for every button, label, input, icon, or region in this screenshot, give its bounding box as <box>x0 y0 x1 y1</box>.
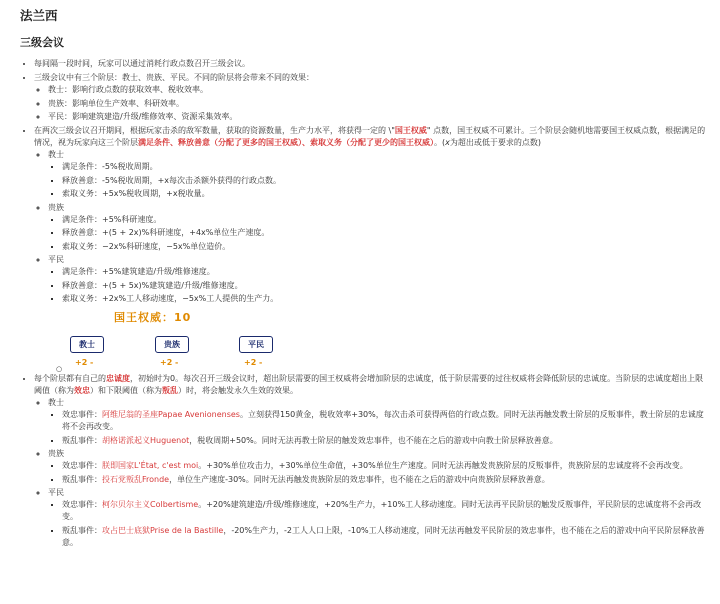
event-item: ▪ 效忠事件：阿维尼翁的圣座Papae Avenionenses。立刻获得150黄金，税收效率+30%，每次击杀可获得两倍的行政点数。同时无法再触发教士阶层的反叛事件，教士阶层的忠诚度将不会再改变。 <box>62 409 708 433</box>
list-item: ◦ 贵族：影响单位生产效率、科研效率。 <box>48 98 708 110</box>
event-item: ▪ 效忠事件：朕即国家L'État, c'est moi。+30%单位攻击力，+30%单位生命值，+30%单位生产速度。同时无法再触发贵族阶层的反叛事件，贵族阶层的忠诚度将不会再改变。 <box>62 460 708 472</box>
event-name: 胡格诺派起义Huguenot <box>102 435 190 445</box>
list-item: • 在两次三级会议召开期间，根据玩家击杀的敌军数量，获取的资源数量，生产力水平，将获得一定的 \"国王权威" 点数，国王权威不可累计。三个阶层会随机地需要国王权威点数，根据满足的情况，视为玩家向这三个阶层满足条件、释放善意（分配了更多的国王权威）、索取义务（分配了更少的国王权威）。(x为超出或低于要求的点数) ◦ 教士 ▪ 满足条件：-5%税收周期。 ▪ 释放善意：-5%税收周期，+x每次击杀额外获得的行政点数。 ▪ 索取义务：+5x%税收周期，+x税收量。 ◦ 贵族 ▪ 满足条件：+5%科研速度。 ▪ 释放善意：+(5 + 2x)%科研速度，+4x%单位生产速度。 ▪ 索取义务：−2x%科研速度，−5x%单位造价。 ◦ 平民 ▪ 满足条件：+5%建筑建造/升级/维修速度。 ▪ 释放善意：+(5 + 5x)%建筑建造/升级/维修速度。 ▪ 索取义务：+2x%工人移动速度，−5x%工人提供的生产力。 国王权威：10 教士 贵族 平民 +2 - +2 - +2 - ○ <box>34 125 708 371</box>
estate-item: ◦ 平民 ▪ 效忠事件：柯尔贝尔主义Colbertisme。+20%建筑建造/升级/维修速度，+20%生产力，+10%工人移动速度。同时无法再平民阶层的触发反叛事件，平民阶层的忠诚度将不会再改变。 ▪ 叛乱事件：攻占巴士底狱Prise de la Bastille，-20%生产力，-2工人人口上限，-10%工人移动速度，同时无法再触发平民阶层的效忠事件，也不能在之后的游戏中向平民阶层释放善意。 <box>48 487 708 549</box>
list-item: • 每个阶层都有自己的忠诚度，初始时为0。每次召开三级会议时，超出阶层需要的国王权威将会增加阶层的忠诚度，低于阶层需要的过往权威将会降低阶层的忠诚度。当阶层的忠诚度超出上限阈值（称为效忠）和下限阈值（称为叛乱）时，将会触发永久生效的效果。 ◦ 教士 ▪ 效忠事件：阿维尼翁的圣座Papae Avenionenses。立刻获得150黄金，税收效率+30%，每次击杀可获得两倍的行政点数。同时无法再触发教士阶层的反叛事件，教士阶层的忠诚度将不会再改变。 ▪ 叛乱事件：胡格诺派起义Huguenot，税收周期+50%。同时无法再教士阶层的触发效忠事件，也不能在之后的游戏中向教士阶层释放善意。 ◦ 贵族 ▪ 效忠事件：朕即国家L'État, c'est moi。+30%单位攻击力，+30%单位生命值，+30%单位生产速度。同时无法再触发贵族阶层的反叛事件，贵族阶层的忠诚度将不会再改变。 ▪ 叛乱事件：投石党叛乱Fronde，单位生产速度-30%。同时无法再触发贵族阶层的效忠事件，也不能在之后的游戏中向贵族阶层释放善意。 ◦ 平民 ▪ 效忠事件：柯尔贝尔主义Colbertisme。+20%建筑建造/升级/维修速度，+20%生产力，+10%工人移动速度。同时无法再平民阶层的触发反叛事件，平民阶层的忠诚度将不会再改变。 ▪ 叛乱事件：攻占巴士底狱Prise de la Bastille，-20%生产力，-2工人人口上限，-10%工人移动速度，同时无法再触发平民阶层的效忠事件，也不能在之后的游戏中向平民阶层释放善意。 <box>34 373 708 549</box>
page-title: 法兰西 <box>20 8 58 23</box>
list-item: ◦ 平民：影响建筑建造/升级/维修效率、资源采集效率。 <box>48 111 708 123</box>
sketch-plus-minus: +2 - <box>160 358 179 367</box>
list-item: ◦ 教士：影响行政点数的获取效率、税收效率。 <box>48 84 708 96</box>
list-item: ▪ 满足条件：+5%建筑建造/升级/维修速度。 <box>62 266 708 278</box>
highlight-text: 效忠 <box>74 386 90 395</box>
list-item: ▪ 释放善意：-5%税收周期，+x每次击杀额外获得的行政点数。 <box>62 175 708 187</box>
event-item: ▪ 效忠事件：柯尔贝尔主义Colbertisme。+20%建筑建造/升级/维修速度，+20%生产力，+10%工人移动速度。同时无法再平民阶层的触发反叛事件，平民阶层的忠诚度将不会再改变。 <box>62 499 708 523</box>
sketch-title: 国王权威：10 <box>114 311 192 324</box>
estate-item: ◦ 贵族 ▪ 满足条件：+5%科研速度。 ▪ 释放善意：+(5 + 2x)%科研速度，+4x%单位生产速度。 ▪ 索取义务：−2x%科研速度，−5x%单位造价。 <box>48 202 708 253</box>
estate-item: ◦ 贵族 ▪ 效忠事件：朕即国家L'État, c'est moi。+30%单位攻击力，+30%单位生命值，+30%单位生产速度。同时无法再触发贵族阶层的反叛事件，贵族阶层的忠诚度将不会再改变。 ▪ 叛乱事件：投石党叛乱Fronde，单位生产速度-30%。同时无法再触发贵族阶层的效忠事件，也不能在之后的游戏中向贵族阶层释放善意。 <box>48 448 708 486</box>
sketch-box-commoners: 平民 <box>239 336 273 353</box>
event-name: 柯尔贝尔主义Colbertisme <box>102 500 199 509</box>
event-item: ▪ 叛乱事件：胡格诺派起义Huguenot，税收周期+50%。同时无法再教士阶层的触发效忠事件，也不能在之后的游戏中向教士阶层释放善意。 <box>62 435 708 447</box>
sketch-plus-minus: +2 - <box>75 358 94 367</box>
event-name: 攻占巴士底狱Prise de la Bastille <box>102 525 224 535</box>
highlight-text: 国王权威 <box>394 126 427 135</box>
event-name: 投石党叛乱Fronde <box>102 474 170 484</box>
sketch-box-clergy: 教士 <box>70 336 104 353</box>
highlight-text: 叛乱 <box>162 386 178 395</box>
highlight-text: 忠诚度 <box>106 374 130 383</box>
list-item: ▪ 索取义务：+2x%工人移动速度，−5x%工人提供的生产力。 <box>62 293 708 305</box>
event-item: ▪ 叛乱事件：投石党叛乱Fronde，单位生产速度-30%。同时无法再触发贵族阶层的效忠事件，也不能在之后的游戏中向贵族阶层释放善意。 <box>62 474 708 486</box>
estate-item: ◦ 平民 ▪ 满足条件：+5%建筑建造/升级/维修速度。 ▪ 释放善意：+(5 + 5x)%建筑建造/升级/维修速度。 ▪ 索取义务：+2x%工人移动速度，−5x%工人提供的生产力。 <box>48 254 708 305</box>
estate-item: ◦ 教士 ▪ 效忠事件：阿维尼翁的圣座Papae Avenionenses。立刻获得150黄金，税收效率+30%，每次击杀可获得两倍的行政点数。同时无法再触发教士阶层的反叛事件，教士阶层的忠诚度将不会再改变。 ▪ 叛乱事件：胡格诺派起义Huguenot，税收周期+50%。同时无法再教士阶层的触发效忠事件，也不能在之后的游戏中向教士阶层释放善意。 <box>48 397 708 447</box>
event-name: 阿维尼翁的圣座Papae Avenionenses <box>102 410 240 419</box>
list-item: ▪ 索取义务：+5x%税收周期，+x税收量。 <box>62 188 708 200</box>
sketch-box-nobility: 贵族 <box>155 336 189 353</box>
event-name: 朕即国家L'État, c'est moi <box>102 461 199 470</box>
list-item: ▪ 索取义务：−2x%科研速度，−5x%单位造价。 <box>62 241 708 253</box>
event-item: ▪ 叛乱事件：攻占巴士底狱Prise de la Bastille，-20%生产力，-2工人人口上限，-10%工人移动速度，同时无法再触发平民阶层的效忠事件，也不能在之后的游戏中向平民阶层释放善意。 <box>62 525 708 549</box>
sketch-plus-minus: +2 - <box>244 358 263 367</box>
list-item: ▪ 满足条件：-5%税收周期。 <box>62 161 708 173</box>
section-title: 三级会议 <box>20 36 64 49</box>
list-item: • 三级会议中有三个阶层：教士、贵族、平民。不同的阶层将会带来不同的效果： ◦ 教士：影响行政点数的获取效率、税收效率。 ◦ 贵族：影响单位生产效率、科研效率。 ◦ 平民：影响建筑建造/升级/维修效率、资源采集效率。 <box>34 72 708 123</box>
handwritten-sketch <box>34 309 708 371</box>
list-item: • 每间隔一段时间，玩家可以通过消耗行政点数召开三级会议。 <box>34 58 708 70</box>
list-item: ▪ 满足条件：+5%科研速度。 <box>62 214 708 226</box>
empty-bullet: ○ <box>56 365 63 373</box>
estate-item: ◦ 教士 ▪ 满足条件：-5%税收周期。 ▪ 释放善意：-5%税收周期，+x每次击杀额外获得的行政点数。 ▪ 索取义务：+5x%税收周期，+x税收量。 <box>48 149 708 200</box>
list-item: ▪ 释放善意：+(5 + 2x)%科研速度，+4x%单位生产速度。 <box>62 227 708 239</box>
list-item: ▪ 释放善意：+(5 + 5x)%建筑建造/升级/维修速度。 <box>62 280 708 292</box>
main-list <box>20 58 708 549</box>
highlight-text: 满足条件、释放善意（分配了更多的国王权威）、索取义务（分配了更少的国王权威） <box>138 138 434 147</box>
